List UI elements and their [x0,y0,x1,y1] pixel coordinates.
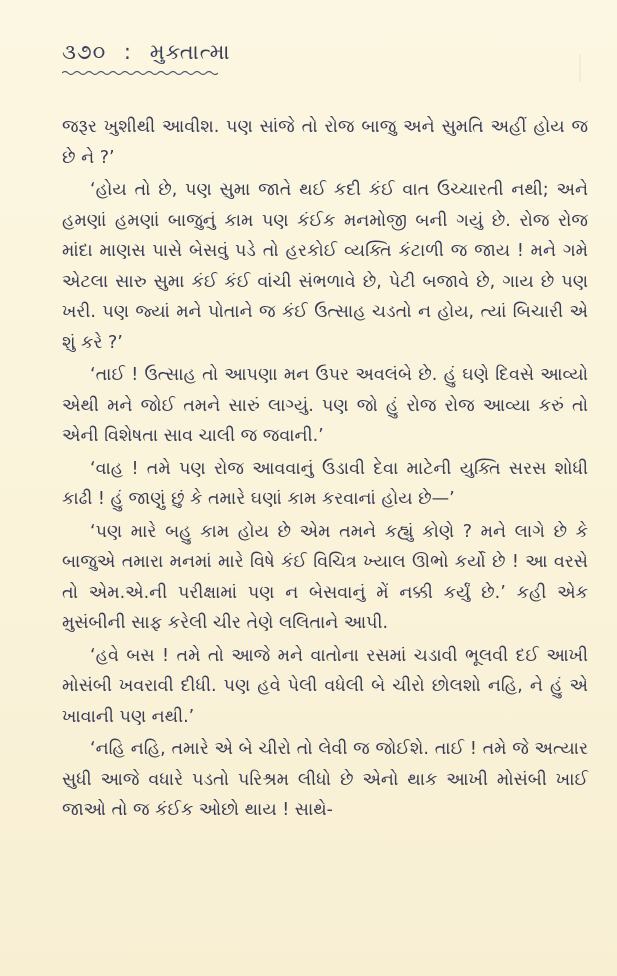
paragraph: જરૂર ખુશીથી આવીશ. પણ સાંજે તો રોજ બાજુ અને સુમતિ અહીં હોય જ છે ને ?’ [62,117,588,168]
paragraph: ‘તાઈ ! ઉત્સાહ તો આપણા મન ઉપર અવલંબે છે. હું ઘણે દિવસે આવ્યો એથી મને જોઈ તમને સારું લાગ્યું. પણ જો હું રોજ રોજ આવ્યા કરું તો એની વિશેષતા સાવ ચાલી જ જવાની.’ [62,365,588,446]
body-text [62,112,588,826]
book-title: મુક્તાત્મા [149,40,231,64]
paragraph: ‘પણ મારે બહુ કામ હોય છે એમ તમને કહ્યું કોણે ? મને લાગે છે કે બાજુએ તમારા મનમાં મારે વિષે કંઈ વિચિત્ર ખ્યાલ ઊભો કર્યો છે ! આ વરસે તો એમ.એ.ની પરીક્ષામાં પણ ન બેસવાનું મેં નક્કી કર્યું છે.’ કહી એક મુસંબીની સાફ કરેલી ચીર તેણે લલિતાને આપી. [62,521,588,633]
paragraph: ‘વાહ ! તમે પણ રોજ આવવાનું ઉડાવી દેવા માટેની યુક્તિ સરસ શોધી કાઢી ! હું જાણું છું કે તમારે ઘણાં કામ કરવાનાં હોય છે—’ [62,458,588,509]
page-edge-mark [579,54,581,82]
paragraph: ‘હવે બસ ! તમે તો આજે મને વાતોના રસમાં ચડાવી ભૂલવી દઈ આખી મોસંબી ખવરાવી દીધી. પણ હવે પેલી વધેલી બે ચીરો છોલશો નહિ, ને હું એ ખાવાની પણ નથી.’ [62,645,588,727]
header-separator: : [123,40,132,64]
wavy-rule-ornament [62,70,218,76]
paragraph: ‘હોય તો છે, પણ સુમા જાતે થઈ કદી કંઈ વાત ઉચ્ચારતી નથી; અને હમણાં હમણાં બાજુનું કામ પણ કંઈક મનમોજી બની ગયું છે. રોજ રોજ માંદા માણસ પાસે બેસવું પડે તો હરકોઈ વ્યક્તિ કંટાળી જ જાય ! મને ગમે એટલા સારુ સુમા કંઈ કંઈ વાંચી સંભળાવે છે, પેટી બજાવે છે, ગાય છે પણ ખરી. પણ જ્યાં મને પોતાને જ કંઈ ઉત્સાહ ચડતો ન હોય, ત્યાં બિચારી એ શું કરે ?’ [62,180,588,353]
running-header [62,40,231,65]
page-number: ૩૭૦ [62,40,107,64]
paragraph: ‘નહિ નહિ, તમારે એ બે ચીરો તો લેવી જ જોઈશે. તાઈ ! તમે જે અત્યાર સુધી આજે વધારે પડતો પરિશ્રમ લીધો છે એનો થાક આખી મોસંબી ખાઈ જાઓ તો જ કંઈક ઓછો થાય ! સાથે- [62,739,588,820]
